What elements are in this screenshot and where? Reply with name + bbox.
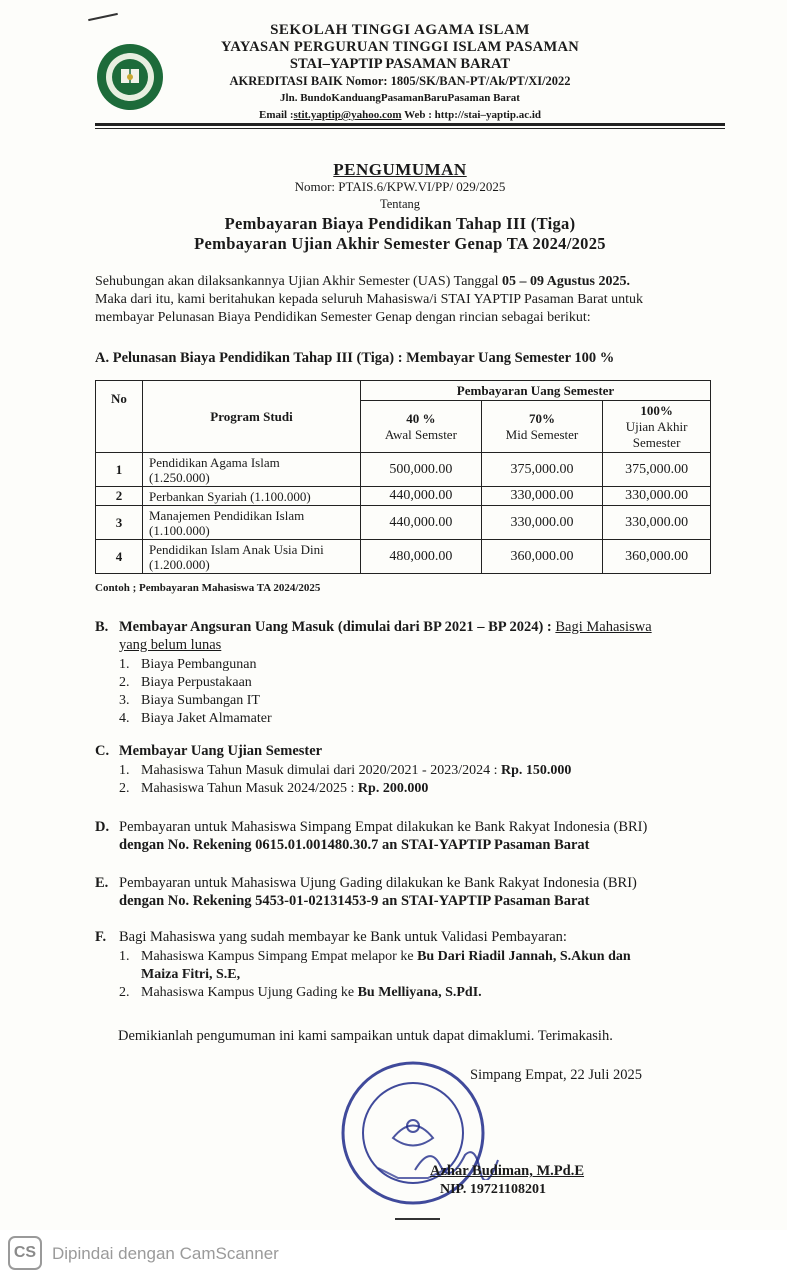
intro-text: Sehubungan akan dilaksankannya Ujian Akhir Semester (UAS) Tanggal xyxy=(95,274,503,289)
scanner-watermark-text: Dipindai dengan CamScanner xyxy=(52,1244,279,1263)
letterhead-divider-thin xyxy=(95,128,725,129)
row-70: 330,000.00 xyxy=(481,506,602,540)
intro-line3: membayar Pelunasan Biaya Pendidikan Semester Genap dengan rincian sebagai berikut: xyxy=(95,310,591,325)
list-item-cont: Maiza Fitri, S.E, xyxy=(141,967,241,982)
section-b-note: Bagi Mahasiswa xyxy=(555,619,652,635)
row-program: Manajemen Pendidikan Islam (1.100.000) xyxy=(143,506,361,540)
row-program: Pendidikan Agama Islam (1.250.000) xyxy=(143,453,361,487)
section-f xyxy=(95,928,745,1002)
camscanner-logo-icon: CS xyxy=(8,1236,42,1270)
exam-date: 05 – 09 Agustus 2025. xyxy=(502,274,630,289)
section-b xyxy=(95,618,745,728)
table-row xyxy=(96,487,711,506)
letterhead-address: Jln. BundoKanduangPasamanBaruPasaman Barat xyxy=(280,92,520,104)
section-e-line1: Pembayaran untuk Mahasiswa Ujung Gading dilakukan ke Bank Rakyat Indonesia (BRI) xyxy=(119,875,637,891)
section-c-label: C. xyxy=(95,743,110,759)
announcement-number: Nomor: PTAIS.6/KPW.VI/PP/ 029/2025 xyxy=(294,179,506,194)
row-40: 500,000.00 xyxy=(361,453,482,487)
signatory-name: Azhar Budiman, M.Pd.E xyxy=(430,1163,585,1179)
list-item: 4. Biaya Jaket Almamater xyxy=(119,711,272,726)
row-no: 3 xyxy=(96,506,143,540)
subject-line1: Pembayaran Biaya Pendidikan Tahap III (Tiga) xyxy=(224,214,576,233)
row-program: Perbankan Syariah (1.100.000) xyxy=(143,487,361,506)
section-e xyxy=(95,874,745,910)
col-payment-group-header: Pembayaran Uang Semester xyxy=(361,381,711,401)
list-item: 1. Mahasiswa Kampus Simpang Empat melapor ke Bu Dari Riadil Jannah, S.Akun dan xyxy=(119,949,631,964)
col-70-header: 70% Mid Semester xyxy=(481,401,602,453)
col-no-header: No xyxy=(96,381,143,453)
section-b-note-cont: yang belum lunas xyxy=(119,637,222,653)
list-item: 2. Biaya Perpustakaan xyxy=(119,675,252,690)
row-40: 440,000.00 xyxy=(361,506,482,540)
section-d-line1: Pembayaran untuk Mahasiswa Simpang Empat dilakukan ke Bank Rakyat Indonesia (BRI) xyxy=(119,819,648,835)
list-item: 3. Biaya Sumbangan IT xyxy=(119,693,260,708)
row-100: 375,000.00 xyxy=(603,453,711,487)
row-70: 360,000.00 xyxy=(481,540,602,574)
signature-date: Simpang Empat, 22 Juli 2025 xyxy=(470,1067,642,1083)
col-100-header: 100% Ujian Akhir Semester xyxy=(603,401,711,453)
list-item: 2. Mahasiswa Tahun Masuk 2024/2025 : Rp. 200.000 xyxy=(119,781,429,796)
signature-tick xyxy=(395,1218,440,1220)
row-100: 360,000.00 xyxy=(603,540,711,574)
letterhead-contact xyxy=(180,107,620,124)
row-100: 330,000.00 xyxy=(603,506,711,540)
col-40-header: 40 % Awal Semster xyxy=(361,401,482,453)
section-b-list xyxy=(119,656,745,728)
letterhead-line2: YAYASAN PERGURUAN TINGGI ISLAM PASAMAN xyxy=(220,39,580,55)
section-c-heading: Membayar Uang Ujian Semester xyxy=(119,743,323,759)
table-caption: Contoh ; Pembayaran Mahasiswa TA 2024/2025 xyxy=(95,582,321,594)
row-70: 330,000.00 xyxy=(481,487,602,506)
row-program: Pendidikan Islam Anak Usia Dini (1.200.000) xyxy=(143,540,361,574)
closing-sentence: Demikianlah pengumuman ini kami sampaikan untuk dapat dimaklumi. Terimakasih. xyxy=(118,1028,613,1044)
intro-paragraph xyxy=(95,273,735,327)
section-c-list xyxy=(119,762,745,798)
section-e-label: E. xyxy=(95,875,109,891)
announcement-title: PENGUMUMAN xyxy=(333,160,467,179)
section-f-heading: Bagi Mahasiswa yang sudah membayar ke Bank untuk Validasi Pembayaran: xyxy=(119,929,567,945)
pen-mark xyxy=(88,13,118,21)
letterhead xyxy=(180,22,620,124)
table-row xyxy=(96,453,711,487)
email-link[interactable]: stit.yaptip@yahoo.com xyxy=(293,109,402,121)
col-program-header: Program Studi xyxy=(143,381,361,453)
letterhead-accreditation: AKREDITASI BAIK Nomor: 1805/SK/BAN-PT/Ak/PT/XI/2022 xyxy=(229,74,571,88)
email-label: Email : xyxy=(258,109,294,121)
section-c xyxy=(95,742,745,798)
row-40: 480,000.00 xyxy=(361,540,482,574)
table-row xyxy=(96,540,711,574)
row-40: 440,000.00 xyxy=(361,487,482,506)
list-item: 1. Biaya Pembangunan xyxy=(119,657,257,672)
web-link[interactable]: Web : http://stai–yaptip.ac.id xyxy=(404,109,541,121)
row-no: 1 xyxy=(96,453,143,487)
list-item: 2. Mahasiswa Kampus Ujung Gading ke Bu Melliyana, S.PdI. xyxy=(119,985,482,1000)
section-b-label: B. xyxy=(95,619,109,635)
row-no: 4 xyxy=(96,540,143,574)
institution-logo-icon xyxy=(95,42,165,112)
letterhead-line3: STAI–YAPTIP PASAMAN BARAT xyxy=(289,56,511,72)
section-d-account: dengan No. Rekening 0615.01.001480.30.7 an STAI-YAPTIP Pasaman Barat xyxy=(119,837,590,853)
signatory-nip: NIP. 19721108201 xyxy=(440,1182,547,1197)
section-d xyxy=(95,818,745,854)
row-no: 2 xyxy=(96,487,143,506)
section-b-heading: Membayar Angsuran Uang Masuk (dimulai dari BP 2021 – BP 2024) : xyxy=(119,619,552,635)
section-a-heading: A. Pelunasan Biaya Pendidikan Tahap III (Tiga) : Membayar Uang Semester 100 % xyxy=(95,350,615,366)
row-100: 330,000.00 xyxy=(603,487,711,506)
fee-table xyxy=(95,380,711,574)
section-e-account: dengan No. Rekening 5453-01-02131453-9 an STAI-YAPTIP Pasaman Barat xyxy=(119,893,590,909)
letterhead-divider xyxy=(95,123,725,126)
list-item: 1. Mahasiswa Tahun Masuk dimulai dari 2020/2021 - 2023/2024 : Rp. 150.000 xyxy=(119,763,572,778)
section-f-list xyxy=(119,948,745,1002)
section-d-label: D. xyxy=(95,819,110,835)
letterhead-line1: SEKOLAH TINGGI AGAMA ISLAM xyxy=(270,22,530,38)
table-row xyxy=(96,506,711,540)
tentang-label: Tentang xyxy=(379,197,421,211)
subject-line2: Pembayaran Ujian Akhir Semester Genap TA 2024/2025 xyxy=(194,234,606,253)
row-70: 375,000.00 xyxy=(481,453,602,487)
intro-line2: Maka dari itu, kami beritahukan kepada seluruh Mahasiswa/i STAI YAPTIP Pasaman Barat untuk xyxy=(95,292,643,307)
section-f-label: F. xyxy=(95,929,107,945)
